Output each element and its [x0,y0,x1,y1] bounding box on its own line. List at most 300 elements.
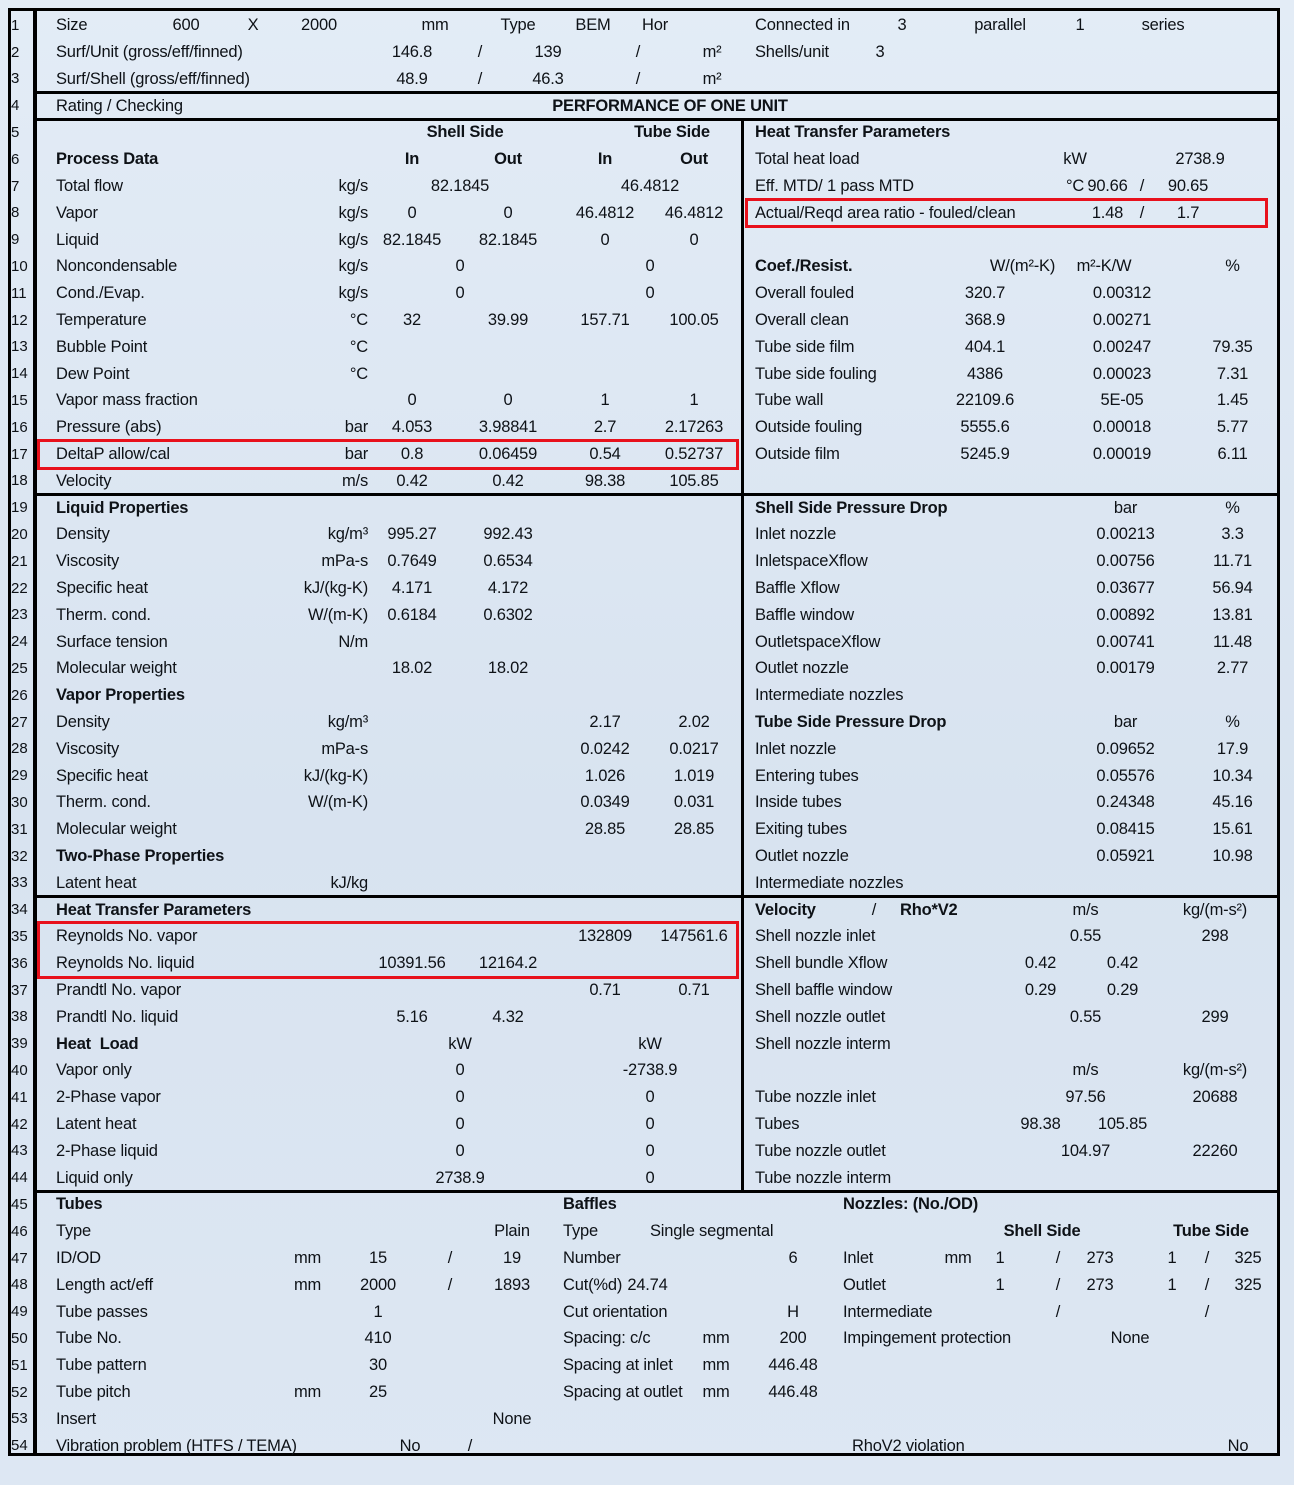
r11-t-span: 0 [645,284,655,303]
table-row-25 [0,655,1294,682]
viscosity: Viscosity [56,739,119,758]
r38-v-rho: 299 [1201,1007,1229,1026]
row-number-47: 47 [11,1249,28,1267]
outlet: Outlet [843,1275,886,1294]
r48-nz-sl2: / [1204,1275,1210,1294]
r18-unit: m/s [342,471,368,490]
r6-s-out: Out [494,150,522,169]
r21-unit: mPa-s [321,552,368,571]
r48-nz-sl1: / [1055,1275,1061,1294]
r18-s-in: 0.42 [396,471,428,490]
r23-s-in: 0.6184 [387,605,437,624]
table-row-23 [0,602,1294,629]
r28-t-out: 0.0217 [669,739,719,758]
r30-t-in: 0.0349 [580,793,630,812]
r28-unit: mPa-s [321,739,368,758]
r36-s-in: 10391.56 [378,954,446,973]
r30-c-pct: 45.16 [1212,793,1253,812]
row-number-15: 15 [11,392,28,410]
inlet-nozzle: Inlet nozzle [755,739,837,758]
table-row-54 [0,1432,1294,1459]
table-row-41 [0,1084,1294,1111]
r47-b-v1: 15 [369,1248,387,1267]
total-heat-load: Total heat load [755,150,860,169]
r14-unit: °C [349,364,368,383]
r25-bar-v: 0.00179 [1096,659,1155,678]
insert: Insert [56,1409,97,1428]
r49-nz-sl2: / [1204,1302,1210,1321]
r42-t-span: 0 [645,1114,655,1133]
r35-v-rho: 298 [1201,927,1229,946]
heat-load: Heat Load [56,1034,139,1053]
table-row-33 [0,870,1294,897]
r48-nz-t1: 1 [1167,1275,1177,1294]
table-row-22 [0,575,1294,602]
r29-bar-v: 0.05576 [1096,766,1155,785]
r28-bar-v: 0.09652 [1096,739,1155,758]
r27-unit: kg/m³ [327,712,368,731]
r16-t-out: 2.17263 [664,418,724,437]
r49-b-v1: 1 [373,1302,383,1321]
row-number-49: 49 [11,1303,28,1321]
vapor-only: Vapor only [56,1061,132,1080]
deltap-allow-cal: DeltaP allow/cal [56,444,170,463]
r9-unit: kg/s [338,230,368,249]
r29-t-out: 1.019 [673,766,715,785]
row-number-32: 32 [11,847,28,865]
r12-c-v2: 0.00271 [1092,310,1152,329]
r3-su-sl2: / [635,69,641,88]
r40-v-ms: m/s [1072,1061,1099,1080]
r10-c-u1: W/(m²-K) [989,257,1056,276]
table-row-46 [0,1218,1294,1245]
tubes: Tubes [755,1114,800,1133]
inlet: Inlet [843,1248,874,1267]
table-row-43 [0,1138,1294,1165]
r42-v-b: 105.85 [1097,1114,1148,1133]
row-number-13: 13 [11,338,28,356]
r13-c-v1: 404.1 [964,337,1006,356]
r13-c-pct: 79.35 [1212,337,1253,356]
r8-unit: kg/s [338,203,368,222]
r54-vib-v1: No [399,1436,421,1455]
row-number-2: 2 [11,43,20,61]
r48-b-unit: mm [293,1275,322,1294]
latent-heat: Latent heat [56,873,137,892]
table-row-6 [0,146,1294,173]
table-row-11 [0,280,1294,307]
baffle-window: Baffle window [755,605,854,624]
r47-nz-unit: mm [944,1248,972,1267]
tube-nozzle-inlet: Tube nozzle inlet [755,1088,876,1107]
r27-t-in: 2.17 [589,712,621,731]
r17-s-in: 0.8 [400,444,424,463]
r17-s-out: 0.06459 [478,444,538,463]
row-number-46: 46 [11,1222,28,1240]
row-number-20: 20 [11,526,28,544]
density: Density [56,712,110,731]
table-row-29 [0,762,1294,789]
rating-checking: Rating / Checking [56,96,183,115]
r7-s-span: 82.1845 [430,176,490,195]
row-number-31: 31 [11,820,28,838]
r8-s-in: 0 [407,203,417,222]
tube-side: Tube Side [634,123,710,142]
row-number-45: 45 [11,1196,28,1214]
r51-b-v1: 30 [369,1356,387,1375]
r44-s-span: 2738.9 [435,1168,485,1187]
r16-s-out: 3.98841 [478,418,538,437]
table-row-52 [0,1379,1294,1406]
r23-s-out: 0.6302 [483,605,533,624]
table-row-34 [0,896,1294,923]
r21-s-in: 0.7649 [387,552,437,571]
reynolds-no-vapor: Reynolds No. vapor [56,927,198,946]
r8-r-v1: 1.48 [1091,203,1124,222]
row-number-37: 37 [11,981,28,999]
table-row-45 [0,1191,1294,1218]
vapor-mass-fraction: Vapor mass fraction [56,391,198,410]
r37-t-in: 0.71 [589,980,621,999]
highlight-deltap-allow-cal [37,439,739,470]
table-row-49 [0,1298,1294,1325]
shell-nozzle-outlet: Shell nozzle outlet [755,1007,886,1026]
cell: / [871,900,877,919]
table-row-38 [0,1004,1294,1031]
r24-unit: N/m [338,632,368,651]
row-number-1: 1 [11,16,20,34]
r30-bar-v: 0.24348 [1096,793,1155,812]
specific-heat: Specific heat [56,766,148,785]
r38-v-ms: 0.55 [1069,1007,1102,1026]
r22-unit: kJ/(kg-K) [303,578,368,597]
r6-r-val: 2738.9 [1175,150,1225,169]
r35-v-ms: 0.55 [1069,927,1102,946]
actual-reqd-area-ratio-fouled-clean: Actual/Reqd area ratio - fouled/clean [755,203,1016,222]
row-number-11: 11 [11,284,27,302]
r28-t-in: 0.0242 [580,739,630,758]
r1-cn-v2: 1 [1075,16,1085,35]
r52-bf-unit: mm [702,1382,730,1401]
row-number-33: 33 [11,874,28,892]
r34-v-rho: kg/(m-s²) [1182,900,1248,919]
shell-side: Shell Side [1003,1222,1081,1241]
r10-s-span: 0 [455,257,465,276]
therm-cond: Therm. cond. [56,793,151,812]
rhov2-violation: RhoV2 violation [852,1436,965,1455]
row-number-22: 22 [11,579,28,597]
r21-c-pct: 11.71 [1212,552,1253,571]
row-number-48: 48 [11,1276,28,1294]
r48-b-sl: / [447,1275,453,1294]
r21-bar-v: 0.00756 [1096,552,1155,571]
r50-imp-v: None [1110,1329,1150,1348]
table-row-39 [0,1030,1294,1057]
r9-t-in: 0 [600,230,610,249]
impingement-protection: Impingement protection [843,1329,1012,1348]
spacing-at-outlet: Spacing at outlet [563,1382,683,1401]
temperature: Temperature [56,310,147,329]
r47-nz-t2: 325 [1234,1248,1262,1267]
r7-unit: kg/s [338,176,368,195]
table-row-12 [0,307,1294,334]
table-row-3 [0,66,1294,93]
r1-sz2: 2000 [301,16,337,35]
r7-r-v2: 90.65 [1167,176,1209,195]
rho-v2: Rho*V2 [900,900,958,919]
density: Density [56,525,110,544]
r17-t-in: 0.54 [589,444,621,463]
tube-side-pressure-drop: Tube Side Pressure Drop [755,712,947,731]
table-row-28 [0,736,1294,763]
dew-point: Dew Point [56,364,130,383]
r47-bf-v: 6 [788,1248,798,1267]
r9-t-out: 0 [689,230,699,249]
row-number-42: 42 [11,1115,28,1133]
r12-unit: °C [349,310,368,329]
r40-s-span: 0 [455,1061,465,1080]
tube-side-fouling: Tube side fouling [755,364,877,383]
r2-su-sl1: / [477,42,483,61]
r52-b-unit: mm [293,1382,322,1401]
r29-unit: kJ/(kg-K) [303,766,368,785]
r37-t-out: 0.71 [678,980,710,999]
table-row-42 [0,1111,1294,1138]
r41-t-span: 0 [645,1088,655,1107]
r2-su-u: m² [702,42,722,61]
surf-shell-gross-eff-finned: Surf/Shell (gross/eff/finned) [56,69,250,88]
r23-c-pct: 13.81 [1212,605,1253,624]
r53-b-v2: None [492,1409,532,1428]
r18-t-out: 105.85 [669,471,719,490]
r18-t-in: 98.38 [584,471,626,490]
process-data: Process Data [56,150,159,169]
r23-unit: W/(m-K) [308,605,368,624]
table-row-26 [0,682,1294,709]
highlight-reynolds-numbers [37,921,739,979]
r36-s-out: 12164.2 [478,954,538,973]
tube-no: Tube No. [56,1329,122,1348]
r12-s-out: 39.99 [487,310,529,329]
velocity: Velocity [56,471,112,490]
r22-c-pct: 56.94 [1212,578,1253,597]
r10-t-span: 0 [645,257,655,276]
r1-hor-v: Hor [642,16,668,35]
row-number-36: 36 [11,954,28,972]
r16-s-in: 4.053 [391,418,433,437]
shell-nozzle-interm: Shell nozzle interm [755,1034,891,1053]
r16-c-pct: 5.77 [1216,418,1249,437]
r42-s-span: 0 [455,1114,465,1133]
r13-c-v2: 0.00247 [1092,337,1152,356]
outside-fouling: Outside fouling [755,418,863,437]
table-row-47 [0,1245,1294,1272]
r11-c-v1: 320.7 [964,284,1006,303]
r46-bf-wide: Single segmental [650,1222,774,1241]
row-number-28: 28 [11,740,28,758]
r17-unit: bar [344,444,368,463]
total-flow: Total flow [56,176,123,195]
r31-bar-v: 0.08415 [1096,820,1155,839]
row-number-17: 17 [11,445,28,463]
id-od: ID/OD [56,1248,101,1267]
r7-r-slash: / [1139,176,1145,195]
r19-c-pct: % [1225,498,1240,517]
r44-t-span: 0 [645,1168,655,1187]
table-row-5 [0,119,1294,146]
r11-s-span: 0 [455,284,465,303]
row-number-52: 52 [11,1383,28,1401]
vapor: Vapor [56,203,98,222]
r14-c-v2: 0.00023 [1092,364,1152,383]
r1-cn-p: parallel [974,16,1026,35]
row-number-29: 29 [11,767,28,785]
spacing-c-c: Spacing: c/c [563,1329,651,1348]
r17-c-v2: 0.00019 [1092,444,1152,463]
r6-r-unit: kW [1063,150,1087,169]
r12-t-out: 100.05 [669,310,719,329]
r20-s-out: 992.43 [483,525,533,544]
table-row-40 [0,1057,1294,1084]
heat-transfer-parameters: Heat Transfer Parameters [56,900,252,919]
bubble-point: Bubble Point [56,337,148,356]
viscosity: Viscosity [56,552,119,571]
r35-t-in: 132809 [578,927,632,946]
vapor-properties: Vapor Properties [56,686,185,705]
r47-nz-s1: 1 [995,1248,1005,1267]
size: Size [56,16,88,35]
r2-sh-v: 3 [875,42,885,61]
r18-s-out: 0.42 [492,471,524,490]
r46-b-v2: Plain [494,1222,530,1241]
spacing-at-inlet: Spacing at inlet [563,1356,673,1375]
r7-r-v1: 90.66 [1087,176,1128,195]
r49-bf-v: H [787,1302,799,1321]
r39-s-span: kW [448,1034,472,1053]
r10-c-u2: m²-K/W [1076,257,1132,276]
r50-bf-unit: mm [702,1329,730,1348]
outside-film: Outside film [755,444,840,463]
row-number-16: 16 [11,418,28,436]
table-row-10 [0,253,1294,280]
row-number-34: 34 [11,901,28,919]
row-number-3: 3 [11,70,20,88]
r15-c-pct: 1.45 [1216,391,1249,410]
highlight-actual-reqd-area-ratio [745,198,1268,229]
r15-s-in: 0 [407,391,417,410]
r1-type-l: Type [500,16,536,35]
r47-b-unit: mm [293,1248,322,1267]
r48-b-v1: 2000 [360,1275,396,1294]
inside-tubes: Inside tubes [755,793,842,812]
r37-v-a: 0.29 [1024,980,1057,999]
liquid-only: Liquid only [56,1168,133,1187]
r17-c-v1: 5245.9 [960,444,1010,463]
tube-pattern: Tube pattern [56,1356,147,1375]
therm-cond: Therm. cond. [56,605,151,624]
row-number-5: 5 [11,124,20,142]
r16-c-v1: 5555.6 [960,418,1010,437]
r24-c-pct: 11.48 [1212,632,1253,651]
liquid-properties: Liquid Properties [56,498,189,517]
table-row-9 [0,226,1294,253]
row-number-9: 9 [11,231,20,249]
row-number-21: 21 [11,552,28,570]
r28-c-pct: 17.9 [1216,739,1249,758]
r10-unit: kg/s [338,257,368,276]
r41-v-ms: 97.56 [1065,1088,1106,1107]
row-number-7: 7 [11,177,20,195]
r2-su-v2: 139 [534,42,562,61]
r1-cn-v1: 3 [897,16,907,35]
r25-s-out: 18.02 [487,659,529,678]
surface-tension: Surface tension [56,632,168,651]
two-phase-properties: Two-Phase Properties [56,846,225,865]
r51-bf-unit: mm [702,1356,730,1375]
cut-d: Cut(%d) [563,1275,623,1294]
baffle-xflow: Baffle Xflow [755,578,840,597]
tube-nozzle-outlet: Tube nozzle outlet [755,1141,886,1160]
r47-nz-s2: 273 [1086,1248,1114,1267]
r36-v-a: 0.42 [1024,954,1057,973]
prandtl-no-vapor: Prandtl No. vapor [56,980,181,999]
r2-su-v1: 146.8 [391,42,433,61]
r31-t-out: 28.85 [673,820,715,839]
table-row-19 [0,494,1294,521]
r47-nz-sl2: / [1204,1248,1210,1267]
table-row-15 [0,387,1294,414]
r48-nz-s1: 1 [995,1275,1005,1294]
shell-baffle-window: Shell baffle window [755,980,893,999]
r29-t-in: 1.026 [584,766,626,785]
tube-side-film: Tube side film [755,337,855,356]
r8-r-v2: 1.7 [1176,203,1200,222]
row-number-39: 39 [11,1035,28,1053]
table-row-44 [0,1164,1294,1191]
baffles: Baffles [563,1195,617,1214]
table-row-30 [0,789,1294,816]
table-row-1 [0,12,1294,39]
r22-bar-v: 0.03677 [1096,578,1155,597]
r31-c-pct: 15.61 [1212,820,1253,839]
r20-unit: kg/m³ [327,525,368,544]
r3-su-u: m² [702,69,722,88]
row-number-30: 30 [11,794,28,812]
row-number-14: 14 [11,365,28,383]
2-phase-liquid: 2-Phase liquid [56,1141,158,1160]
r1-sz1: 600 [172,16,200,35]
r1-type-v: BEM [575,16,611,35]
latent-heat: Latent heat [56,1114,137,1133]
row-number-51: 51 [11,1356,28,1374]
vibration-problem-htfs-tema: Vibration problem (HTFS / TEMA) [56,1436,297,1455]
r47-nz-t1: 1 [1167,1248,1177,1267]
tube-wall: Tube wall [755,391,824,410]
surf-unit-gross-eff-finned: Surf/Unit (gross/eff/finned) [56,42,243,61]
r37-v-b: 0.29 [1106,980,1139,999]
type: Type [563,1222,598,1241]
molecular-weight: Molecular weight [56,659,177,678]
table-row-13 [0,334,1294,361]
r11-c-v2: 0.00312 [1092,284,1152,303]
r48-nz-s2: 273 [1086,1275,1114,1294]
r41-v-rho: 20688 [1192,1088,1238,1107]
entering-tubes: Entering tubes [755,766,859,785]
table-row-16 [0,414,1294,441]
row-number-26: 26 [11,686,28,704]
r23-bar-v: 0.00892 [1096,605,1155,624]
r27-c-pct: % [1225,712,1240,731]
